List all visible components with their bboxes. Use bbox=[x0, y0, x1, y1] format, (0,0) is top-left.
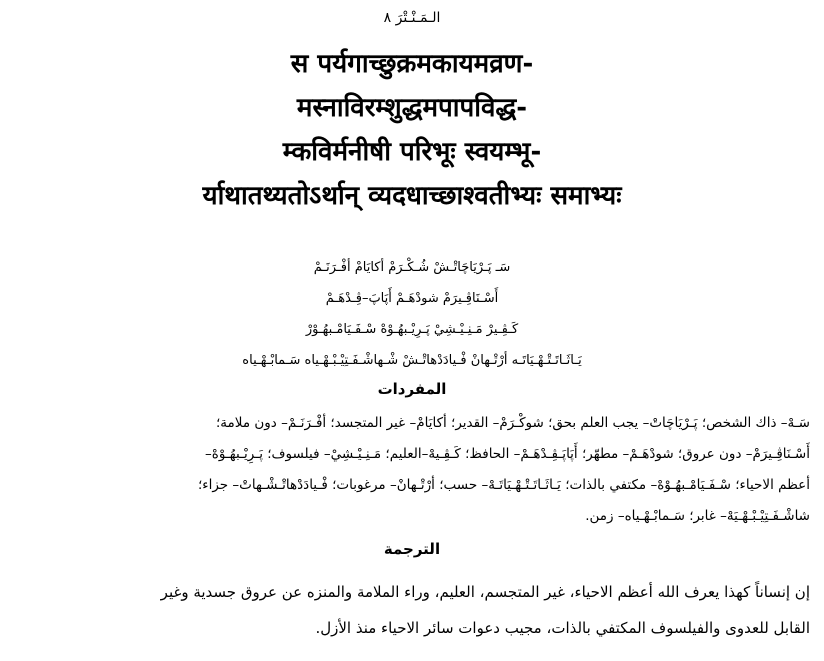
sanskrit-line: स पर्यगाच्छुक्रमकायमव्रण- bbox=[290, 49, 534, 79]
translation-line: القابل للعدوى والفيلسوف المكتفي بالذات، مجيب دعوات سائر الاحياء منذ الأزل. bbox=[315, 619, 810, 637]
vocabulary-section bbox=[10, 408, 810, 532]
vocabulary-line: شاشْـفَـتِيْـبْـهْـيَهْ– غابر؛ سَـمابْـهْـياه– زمن. bbox=[585, 508, 810, 524]
vocabulary-line: أَسْـنَاڤِـيرَمْ– دون عروق؛ شودْهَـمْ– مطهّر؛ أَپَاپَـڤِـدْهَـمْ– الحافظ؛ كَـڤِـيهْ–العليم؛ مَـنِـيْـشِيْ– فيلسوف؛ پَـرِيْـبهُـوْهْ– bbox=[205, 446, 810, 462]
vocabulary-line: سَـهْ– ذاك الشخص؛ پَـرْيَاچَاتْ– يجب العلم بحق؛ شوكْـرَمْ– القدير؛ أكايَامْ– غير المتجسد؛ أفْـرَنَـمْ– دون ملامة؛ bbox=[216, 415, 810, 431]
transliteration-line: سَـ پَـرْيَاچَاتْـشْ شُـكْـرَمْ أكايَامْ أفْـرَنَـمْ bbox=[313, 260, 511, 275]
transliteration-line: كَـڤِـيرْ مَـنِـيْـشِيْ پَـرِيْـبهُـوْهْ سْـفَـيَامْـبهُـوْرْ bbox=[305, 322, 519, 337]
arabic-transliteration bbox=[0, 252, 824, 376]
translation-section bbox=[10, 574, 810, 646]
translation-heading: الترجمة bbox=[383, 540, 441, 558]
vocabulary-line: أعظم الاحياء؛ سْـفَـيَامْـبهُـوْهْ– مكتفي بالذات؛ يَـاثَـاتَـتْـهْـيَاتَـهْ– حسب؛ أرْتْـهانْ– مرغوبات؛ فْـيادَدْهاتْـشْـهاتْ– جزاء؛ bbox=[197, 477, 810, 493]
mantra-number: الـمَـنْـتْرَ ٨ bbox=[383, 10, 441, 26]
sanskrit-verse bbox=[0, 42, 824, 218]
translation-line: إن إنساناً كهذا يعرف الله أعظم الاحياء، غير المتجسم، العليم، وراء الملامة والمنزه عن عروق جسدية وغير bbox=[160, 583, 810, 601]
transliteration-line: أَسْـنَاڤِـيرَمْ شودْهَـمْ أَپَاپَ–ڤِـدْهَـمْ bbox=[325, 291, 499, 306]
sanskrit-line: मस्नाविरम्शुद्धमपापविद्ध- bbox=[296, 93, 528, 123]
sanskrit-line: म्कविर्मनीषी परिभूः स्वयम्भू- bbox=[282, 137, 542, 167]
transliteration-line: يَـاثَـاتَـتْـهْـيَاتَـه أرْتْـهانْ فْـيادَدْهاتْـشْ شْـهاشْـفَـتِيْـبْـهْـياه سَـمابْـهْـياه bbox=[242, 353, 582, 368]
vocabulary-heading: المفردات bbox=[377, 380, 447, 398]
sanskrit-line: र्याथातथ्यतोऽर्थान् व्यदधाच्छाश्वतीभ्यः समाभ्यः bbox=[202, 181, 622, 211]
